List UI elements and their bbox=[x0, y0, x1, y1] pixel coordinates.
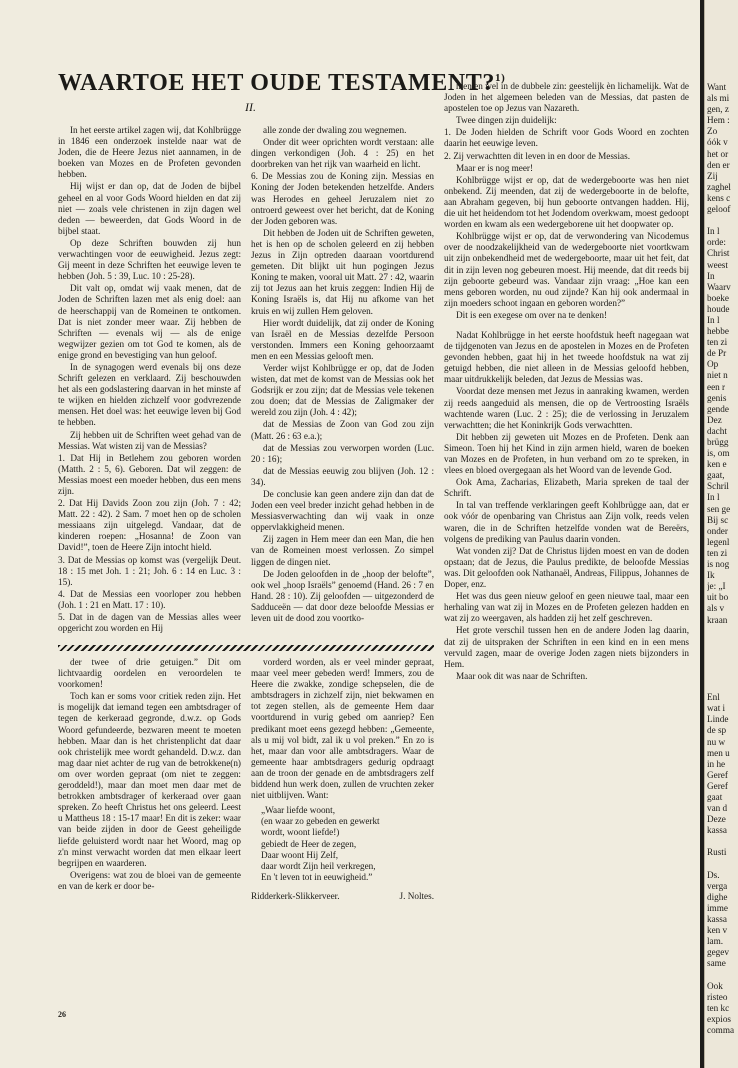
next-page-line: gaat, bbox=[707, 470, 725, 481]
poem-line: „Waar liefde woont, bbox=[261, 805, 336, 816]
col3-paragraph: 1. De Joden hielden de Schrift voor Gods Woord en zochten daarin het eeuwige leven. bbox=[444, 127, 689, 149]
column-5 bbox=[251, 657, 434, 997]
next-page-line: same bbox=[707, 958, 726, 969]
col1-paragraph: Op deze Schriften bouwden zij hun verwachtingen voor de eeuwigheid. Jezus zegt: Gij meent in deze Schriften het eeuwige leven te hebben (Joh. 5 : 39, Luc. 10 : 25-28). bbox=[58, 237, 241, 282]
col3-paragraph: Maar er is nog meer! bbox=[456, 162, 534, 173]
next-page-line: Linde bbox=[707, 714, 729, 725]
col2-paragraph: dat de Messias zou verworpen worden (Luc. 20 : 16); bbox=[251, 442, 434, 464]
column-3 bbox=[444, 81, 689, 996]
column-4 bbox=[58, 657, 241, 997]
col3-paragraph: Wat vonden zij? Dat de Christus lijden moest en van de doden opstaan; dat de Jezus, die Paulus predikte, de beloofde Messias was. Dit geloofden ook Nathanaël, Andreas, Filippus, Johannes de Doper, enz. bbox=[444, 545, 689, 590]
next-page-line: is, om bbox=[707, 448, 730, 459]
next-page-line: legenl bbox=[707, 536, 730, 547]
next-page-fragments bbox=[707, 82, 738, 1036]
next-page-line: Ds. bbox=[707, 869, 720, 880]
next-page-line: expios bbox=[707, 1013, 731, 1024]
next-page-line: een r bbox=[707, 381, 726, 392]
next-page-line: zaghel bbox=[707, 181, 731, 192]
col1-paragraph: Dit valt op, omdat wij vaak menen, dat de Joden de Schriften lazen met als enig doel: aan de heerschappij van de Romeinen te ontkomen. Dat is niet zonder meer waar. Zij hebben de Schriften — evenals wij — als de enige wegwijzer gezien om tot God te komen, als de enige grond en bevestiging van hun geloof. bbox=[58, 283, 241, 360]
col1-paragraph: In het eerste artikel zagen wij, dat Kohlbrügge in 1846 een onderzoek instelde naar wat de Joden, die de Heere Jezus niet aannamen, in de boeken van Mozes en de Profeten gevonden hebben. bbox=[58, 125, 241, 180]
col1-paragraph: 5. Dat in de dagen van de Messias alles weer opgericht zou worden en Hij bbox=[58, 612, 241, 634]
col1-paragraph: Zij hebben uit de Schriften weet gehad van de Messias. Wat wisten zij van de Messias? bbox=[58, 429, 241, 451]
poem-line: daar wordt Zijn heil verkregen, bbox=[261, 860, 376, 871]
next-page-line: wat i bbox=[707, 703, 726, 714]
col3-paragraph: Voordat deze mensen met Jezus in aanraking kwamen, werden zij reeds aangeduid als mensen, die op de Vertroosting Israëls wachtende waren (Luc. 2 : 25); die de verlossing in Jeruzalem verwachtten; die het Koninkrijk Gods verwachtten. bbox=[444, 386, 689, 430]
next-page-line: den er bbox=[707, 159, 730, 170]
next-page-line: comma bbox=[707, 1024, 735, 1035]
poem-line: wordt, woont liefde!) bbox=[261, 827, 340, 838]
next-page-line: genis bbox=[707, 392, 727, 403]
next-page-line: Deze bbox=[707, 814, 726, 825]
column-1 bbox=[58, 125, 241, 642]
next-page-line: Zij bbox=[707, 170, 718, 181]
next-page-line: Want bbox=[707, 82, 727, 92]
next-page-line: Zo bbox=[707, 126, 718, 137]
section-divider bbox=[58, 645, 434, 651]
next-page-line: Christ bbox=[707, 248, 730, 259]
col2-paragraph: De Joden geloofden in de „hoop der belofte”, ook wel „hoop Israëls” genoemd (Hand. 26 : 7 en Hand. 28 : 10). Zij geloofden — uitgezonderd de Sadduceën — dat door deze beloofde Messias er leven uit de dood zou voortko- bbox=[251, 568, 434, 624]
next-page-line: óók v bbox=[707, 137, 728, 148]
poem-line: Daar woont Hij Zelf, bbox=[261, 849, 339, 860]
next-page-line: is nog bbox=[707, 559, 730, 570]
col2-paragraph: dat de Messias eeuwig zou blijven (Joh. 12 : 34). bbox=[251, 465, 434, 487]
next-page-line: de Pr bbox=[707, 348, 727, 359]
next-page-line: van d bbox=[707, 803, 728, 814]
poem bbox=[261, 805, 434, 883]
next-page-line: Geref bbox=[707, 780, 728, 791]
next-page-line: ken v bbox=[707, 925, 728, 936]
col2-paragraph: 6. De Messias zou de Koning zijn. Messias en Koning der Joden betekenden hetzelfde. Anders was Herodes en geheel Jeruzalem niet zo ontroerd geweest over het bericht, dat de Koning der Joden geboren was. bbox=[251, 171, 434, 226]
col2-paragraph: Dit hebben de Joden uit de Schriften geweten, het is hen op de scholen geleerd en zij hebben Jezus in Zijn optreden daaraan voortdurend gemeten. Dit blijkt uit hun pogingen Jezus Koning te maken, vooral uit Matt. 27 : 42, waarin zij tot Jezus aan het kruis zeggen: Indien Hij de Koning Israëls is, dat Hij nu afkome van het kruis en wij zullen Hem geloven. bbox=[251, 227, 434, 316]
next-page-line bbox=[707, 681, 738, 692]
next-page-line: je: „I bbox=[707, 581, 726, 592]
next-page-line: hebbe bbox=[707, 326, 729, 337]
col3-paragraph: 2. Zij verwachtten dit leven in en door de Messias. bbox=[444, 150, 630, 161]
next-page-line bbox=[707, 859, 738, 870]
col4-paragraph: der twee of drie getuigen.” Dit om lichtvaardig oordelen en veroordelen te voorkomen! bbox=[58, 657, 241, 690]
poem-line: En 't leven tot in eeuwigheid.” bbox=[261, 871, 373, 882]
next-page-line: in he bbox=[707, 758, 726, 769]
next-page-line: kassa bbox=[707, 914, 727, 925]
next-page-line bbox=[707, 836, 738, 847]
col5-paragraph: vorderd worden, als er veel minder gepraat, maar veel meer gebeden werd! Immers, zou de Heere die zwakke, zondige schepselen, die de ambtsdragers in zichzelf zijn, niet bekwamen en tot zegen stellen, als de gemeente Hem daar voortdurend in vurig gebed om aanriep? Een predikant moet eens gezegd hebben: „Gemeente, als u mij vol bidt, zal ik u vol preken.” En zo is het, maar dan voor alle ambtsdragers. Waar de gemeente haar ambtsdragers gedurig opdraagt aan de troon der genade en de ambtsdragers zelf biddend hun werk doen, zullen de vruchten zeker niet uitblijven. Want: bbox=[251, 657, 434, 801]
article-part-number: II. bbox=[245, 100, 256, 114]
column-2 bbox=[251, 125, 434, 642]
next-page-line: kens c bbox=[707, 192, 731, 203]
signature bbox=[251, 891, 434, 902]
col2-paragraph: Verder wijst Kohlbrügge er op, dat de Joden wisten, dat met de komst van de Messias ook het Godsrijk er zou zijn; dat de Messias vele tekenen zou doen; dat de Messias de Zaligmaker der wereld zou zijn (Joh. 4 : 42); bbox=[251, 362, 434, 418]
next-page-line: onder bbox=[707, 525, 728, 536]
col3-paragraph: Het grote verschil tussen hen en de andere Joden lag daarin, dat zij de uitspraken der Schriften in een kind en in een mens vervuld zagen, maar de overige Joden zagen niets bijzonders in Hem. bbox=[444, 625, 689, 669]
next-page-line bbox=[707, 626, 738, 637]
next-page-line: nu w bbox=[707, 736, 726, 747]
title-text: WAARTOE HET OUDE TESTAMENT? bbox=[58, 70, 496, 96]
next-page-edge bbox=[704, 0, 738, 1068]
next-page-line: gegev bbox=[707, 947, 729, 958]
col1-paragraph: 3. Dat de Messias op komst was (vergelijk Deut. 18 : 15 met Joh. 1 : 21; Joh. 6 : 14 en Luc. 3 : 15). bbox=[58, 554, 241, 587]
next-page-line: als v bbox=[707, 603, 725, 614]
col2-paragraph: Hier wordt duidelijk, dat zij onder de Koning van Israël en de Messias dezelfde Persoon verstonden. Immers een Koning gehoorzaamt men en een Messias gelooft men. bbox=[251, 317, 434, 361]
next-page-line: boeke bbox=[707, 292, 729, 303]
next-page-line: imme bbox=[707, 902, 728, 913]
next-page-line: Rusti bbox=[707, 847, 727, 858]
col1-paragraph: 2. Dat Hij Davids Zoon zou zijn (Joh. 7 : 42; Matt. 22 : 42). 2 Sam. 7 moet hen op de scholen messiaans zijn uitgelegd. Vandaar, dat de kinderen roepen: „Hosanna! de Zoon van David!”, toen de Heere Zijn intocht hield. bbox=[58, 498, 241, 553]
next-page-line: gaat bbox=[707, 792, 723, 802]
next-page-line: ten zi bbox=[707, 547, 728, 558]
next-page-line: Bij sc bbox=[707, 514, 729, 525]
footnote-mark: 1) bbox=[495, 72, 506, 84]
next-page-line: gen, z bbox=[707, 104, 729, 115]
next-page-line: risteo bbox=[707, 991, 728, 1002]
next-page-line: Hem : bbox=[707, 115, 730, 126]
col3-paragraph: Dit hebben zij geweten uit Mozes en de Profeten. Denk aan Simeon. Toen hij het Kind in zijn armen hield, waren de boeken van Mozes en de Profeten, in hun verband om zo te spreken, in vlees en bloed overgegaan als het Woord van de levende God. bbox=[444, 431, 689, 476]
col3-paragraph: Twee dingen zijn duidelijk: bbox=[456, 115, 557, 126]
col2-paragraph: alle zonde der dwaling zou wegnemen. bbox=[263, 125, 407, 135]
col1-paragraph: 4. Dat de Messias een voorloper zou hebben (Joh. 1 : 21 en Matt. 17 : 10). bbox=[58, 588, 241, 610]
next-page-line: orde: bbox=[707, 237, 726, 248]
next-page-line: houde bbox=[707, 303, 730, 314]
next-page-line: ken e bbox=[707, 459, 727, 470]
col2-paragraph: De conclusie kan geen andere zijn dan dat de Joden een veel breder inzicht gehad hebben in de Messiasverwachting dan wij vaak in onze oppervlakkigheid menen. bbox=[251, 489, 434, 533]
next-page-line bbox=[707, 670, 738, 681]
next-page-line bbox=[707, 637, 738, 648]
poem-line: gebiedt de Heer de zegen, bbox=[261, 838, 357, 849]
next-page-line: weest bbox=[707, 259, 728, 270]
next-page-line: dighe bbox=[707, 891, 728, 902]
next-page-line: Ik bbox=[707, 570, 715, 581]
next-page-line: ten zi bbox=[707, 337, 728, 348]
next-page-line: Ook bbox=[707, 980, 723, 991]
col3-paragraph: In tal van treffende verklaringen geeft Kohlbrügge aan, dat er ook vóór de openbaring van Christus aan Zijn volk, reeds velen waren, die in de Schriften hetzelfde vonden wat de Bereërs, volgens de prediking van Paulus daarin vonden. bbox=[444, 500, 689, 544]
col3-paragraph: Dit is een exegese om over na te denken! bbox=[456, 309, 608, 320]
col3-paragraph: Kohlbrügge wijst er op, dat de verwondering van Nicodemus over de noodzakelijkheid van de wedergeboorte niet voortkwam uit zijn onbekendheid met de wedergeboorte, maar uit het feit, dat dit in zijn leven nog gebeuren moest. Hij meende, dat dit reeds bij zijn geboorte gebeurd was. Vandaar zijn vraag: „Hoe kan een mens geboren worden, nu oud zijnde? Kan hij ook andermaal in zijn moeders schoot ingaan en geboren worden?” bbox=[444, 231, 689, 308]
next-page-line: In l bbox=[707, 492, 720, 503]
next-page-line: lam. bbox=[707, 936, 724, 947]
col1-paragraph: Hij wijst er dan op, dat de Joden de bijbel geheel en al voor Gods Woord hielden en dat zij niet — zoals vele christenen in zijn dagen wel deden — beweerden, dat Gods Woord in de bijbel staat. bbox=[58, 181, 241, 236]
next-page-line bbox=[707, 648, 738, 659]
col3-paragraph: Het was dus geen nieuw geloof en geen nieuwe taal, maar een herhaling van wat zij in Mozes en de Profeten gelezen hadden en wat zij zo weergaven, als hadden zij het zelf geschreven. bbox=[444, 591, 689, 624]
next-page-line: dacht bbox=[707, 425, 727, 436]
next-page-line bbox=[707, 215, 738, 226]
next-page-line: het or bbox=[707, 148, 729, 159]
next-page-line: gende bbox=[707, 403, 729, 414]
next-page-line: In bbox=[707, 270, 715, 281]
col3-paragraph: Ook Ama, Zacharias, Elizabeth, Maria spreken de taal der Schrift. bbox=[444, 477, 689, 499]
col4-paragraph: Overigens: wat zou de bloei van de gemeente en van de kerk er door be- bbox=[58, 869, 241, 891]
next-page-line: sen ge bbox=[707, 503, 731, 514]
next-page-line: verga bbox=[707, 880, 728, 891]
next-page-line: als mi bbox=[707, 93, 730, 104]
col3-paragraph: Kohlbrügge wijst er op, dat de wedergeboorte was hen niet onbekend. Zij meenden, dat zij de wedergeboorte in de belofte, aan Abraham gegeven, bij hun geboorte ontvangen hadden. Hij, die uit het heidendom tot het Jodendom overkwam, moest gedoopt worden en kwam als een wedergeborene uit het doopwater op. bbox=[444, 174, 689, 230]
poem-line: (en waar zo gebeden en gewerkt bbox=[261, 816, 380, 827]
next-page-line: Op bbox=[707, 359, 719, 370]
next-page-line: geloof bbox=[707, 204, 731, 215]
col1-paragraph: In de synagogen werd evenals bij ons deze Schrift gelezen en verklaard. Zij beschouwden het als een godslastering daarvan in het minste af te wijken en hielden zichzelf voor godvrezende mensen. Het doel was: het eeuwige leven bij God te hebben. bbox=[58, 361, 241, 428]
col2-paragraph: Zij zagen in Hem meer dan een Man, die hen van de Romeinen moest verlossen. Zo simpel liggen de dingen niet. bbox=[251, 534, 434, 567]
next-page-line: Dez bbox=[707, 414, 722, 425]
next-page-line: In l bbox=[707, 226, 720, 237]
next-page-line bbox=[707, 970, 738, 981]
next-page-line: uit bo bbox=[707, 592, 729, 603]
signature-author: J. Noltes. bbox=[399, 890, 434, 901]
next-page-line bbox=[707, 659, 738, 670]
article-title bbox=[58, 70, 506, 97]
col2-paragraph: Onder dit weer oprichten wordt verstaan: alle dingen verkondigen (Joh. 4 : 25) en het doorbreken van het rijk van waarheid en licht. bbox=[251, 137, 434, 170]
next-page-line: brügg bbox=[707, 437, 729, 447]
next-page-line: In l bbox=[707, 314, 720, 325]
next-page-line: Geref bbox=[707, 769, 728, 780]
col2-paragraph: dat de Messias de Zoon van God zou zijn (Matt. 26 : 63 e.a.); bbox=[251, 419, 434, 441]
col3-paragraph: men en wel in de dubbele zin: geestelijk èn lichamelijk. Wat de Joden in het algemeen beleden van de Messias, dat pasten de apostelen toe op Jezus van Nazareth. bbox=[444, 81, 689, 114]
next-page-line: ten kc bbox=[707, 1002, 730, 1013]
next-page-line: Enl bbox=[707, 692, 720, 703]
col3-paragraph: Nadat Kohlbrügge in het eerste hoofdstuk heeft nagegaan wat de tijdgenoten van Jezus en de apostelen in Mozes en de Profeten gevonden hebben, gaat hij in het tweede hoofdstuk na wat zij getuigd hebben, die niet alleen in de Messias geloofd hebben, maar uitdrukkelijk beleden, dat Jezus de Messias was. bbox=[444, 329, 689, 385]
next-page-line: kraan bbox=[707, 614, 728, 625]
signature-place: Ridderkerk-Slikkerveer. bbox=[251, 890, 340, 901]
next-page-line: Schril bbox=[707, 481, 729, 492]
next-page-line: Waarv bbox=[707, 281, 731, 292]
next-page-line: niet n bbox=[707, 370, 728, 381]
col3-paragraph: Maar ook dit was naar de Schriften. bbox=[456, 670, 588, 681]
page-number: 26 bbox=[58, 1010, 66, 1019]
next-page-line: kassa bbox=[707, 825, 727, 836]
col1-paragraph: 1. Dat Hij in Betlehem zou geboren worden (Matth. 2 : 5, 6). Geboren. Dat wil zeggen: de Messias moest een moeder hebben, dus een mens zijn. bbox=[58, 452, 241, 496]
next-page-line: men u bbox=[707, 747, 730, 758]
col4-paragraph: Toch kan er soms voor critiek reden zijn. Het is mogelijk dat iemand tegen een ambtsdrager of tegen de kerkeraad gegronde, d.w.z. op Gods Woord gefundeerde, bezwaren meent te moeten hebben. Maar dan is het christenplicht dat daar ook christelijk mee wordt gehandeld. D.w.z. dan mag daar niet achter de rug van de betrokkene(n) om over worden gepraat (om niet te zeggen: geroddeld!), maar dan moet men daar met de betrokken ambtsdrager of kerkeraad over gaan spreken. Zo heeft Christus het ons geleerd. Leest u Mattheus 18 : 15-17 maar! En dit is zeker: waar van beide zijden in door de Geest geheiligde liefde geluisterd wordt naar het Woord, mag op z'n minst verwacht worden dat men elkaar leert begrijpen en waarderen. bbox=[58, 691, 241, 868]
next-page-line: de sp bbox=[707, 725, 727, 736]
